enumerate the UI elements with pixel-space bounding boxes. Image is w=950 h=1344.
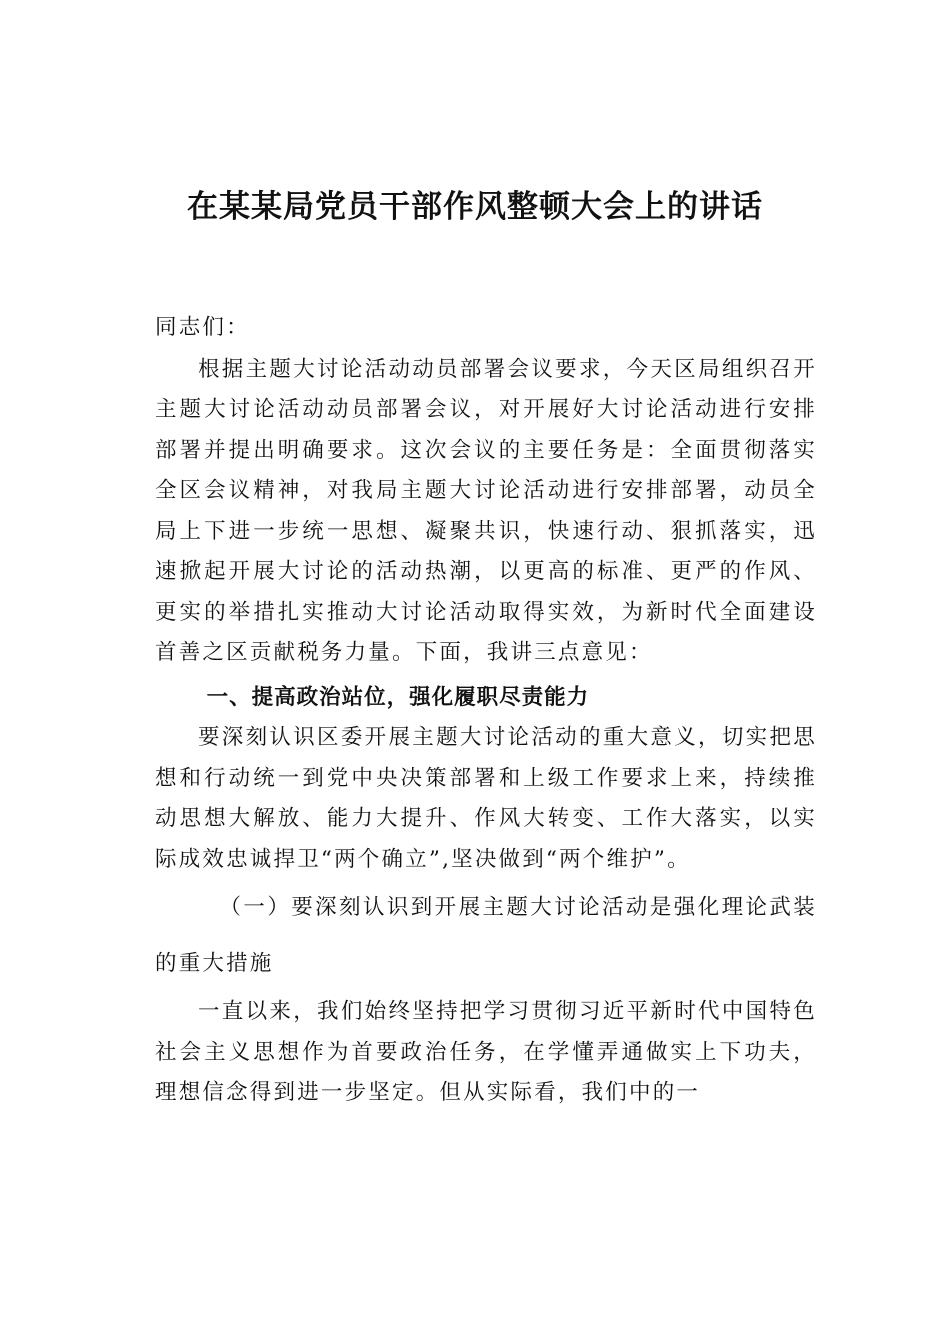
subsection-heading-1: （一）要深刻认识到开展主题大讨论活动是强化理论武装的重大措施 — [155, 895, 817, 976]
opening-paragraph: 根据主题大讨论活动动员部署会议要求，今天区局组织召开主题大讨论活动动员部署会议，对开展好大讨论活动进行安排部署并提出明确要求。这次会议的主要任务是：全面贯彻落实全区会议精神，对我局主题大讨论活动进行安排部署，动员全局上下进一步统一思想、凝聚共识，快速行动、狠抓落实，迅速掀起开展大讨论的活动热潮，以更高的标准、更严的作风、更实的举措扎实推动大讨论活动取得实效，为新时代全面建设首善之区贡献税务力量。下面，我讲三点意见： — [155, 356, 817, 665]
document-title: 在某某局党员干部作风整顿大会上的讲话 — [187, 189, 763, 225]
section-heading-1: 一、提高政治站位，强化履职尽责能力 — [206, 684, 590, 710]
greeting: 同志们： — [155, 315, 250, 340]
document-body — [155, 308, 817, 1114]
section-1-intro: 要深刻认识区委开展主题大讨论活动的重大意义，切实把思想和行动统一到党中央决策部署和上级工作要求上来，持续推动思想大解放、能力大提升、作风大转变、工作大落实，以实际成效忠诚捍卫“两个确立”,坚决做到“两个维护”。 — [155, 725, 817, 872]
subsection-1-text: 一直以来，我们始终坚持把学习贯彻习近平新时代中国特色社会主义思想作为首要政治任务，在学懂弄通做实上下功夫，理想信念得到进一步坚定。但从实际看，我们中的一 — [155, 999, 817, 1105]
